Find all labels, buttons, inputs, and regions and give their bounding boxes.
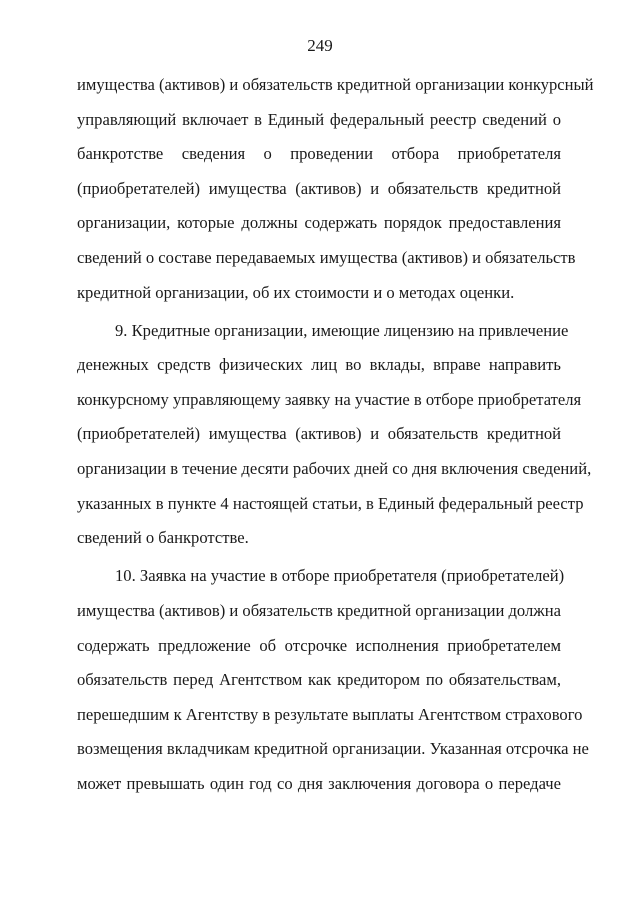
text-line: 9. Кредитные организации, имеющие лицензию на привлечение (115, 320, 569, 340)
text-line: банкротстве сведения о проведении отбора приобретателя (77, 144, 561, 164)
text-line: имущества (активов) и обязательств кредитной организации конкурсный (77, 75, 594, 94)
text-line: (приобретателей) имущества (активов) и обязательств кредитной (77, 178, 561, 198)
text-line: кредитной организации, об их стоимости и о методах оценки. (77, 282, 515, 302)
document-body (77, 68, 594, 801)
paragraph-item-10 (77, 559, 589, 801)
text-line: сведений о банкротстве. (77, 528, 249, 548)
text-line: обязательств перед Агентством как кредитором по обязательствам, (77, 670, 561, 690)
text-line: возмещения вкладчикам кредитной организации. Указанная отсрочка не (77, 739, 589, 759)
text-line: (приобретателей) имущества (активов) и обязательств кредитной (77, 424, 561, 444)
text-line: конкурсному управляющему заявку на участие в отборе приобретателя (77, 389, 582, 409)
text-line: денежных средств физических лиц во вклады, вправе направить (77, 355, 561, 375)
text-line: указанных в пункте 4 настоящей статьи, в Единый федеральный реестр (77, 493, 584, 513)
text-line: может превышать один год со дня заключения договора о передаче (77, 773, 561, 793)
text-line: организации в течение десяти рабочих дней со дня включения сведений, (77, 459, 592, 479)
text-line: содержать предложение об отсрочке исполнения приобретателем (77, 635, 561, 655)
paragraph-item-9 (77, 314, 592, 556)
text-line: управляющий включает в Единый федеральный реестр сведений о (77, 109, 561, 129)
text-line: имущества (активов) и обязательств кредитной организации должна (77, 600, 561, 620)
text-line: организации, которые должны содержать порядок предоставления (77, 213, 561, 233)
text-line: перешедшим к Агентству в результате выплаты Агентством страхового (77, 704, 583, 724)
text-line: 10. Заявка на участие в отборе приобретателя (приобретателей) (115, 566, 565, 586)
page-number: 249 (307, 36, 333, 55)
paragraph-continuation (77, 68, 594, 310)
text-line: сведений о составе передаваемых имущества (активов) и обязательств (77, 247, 576, 267)
